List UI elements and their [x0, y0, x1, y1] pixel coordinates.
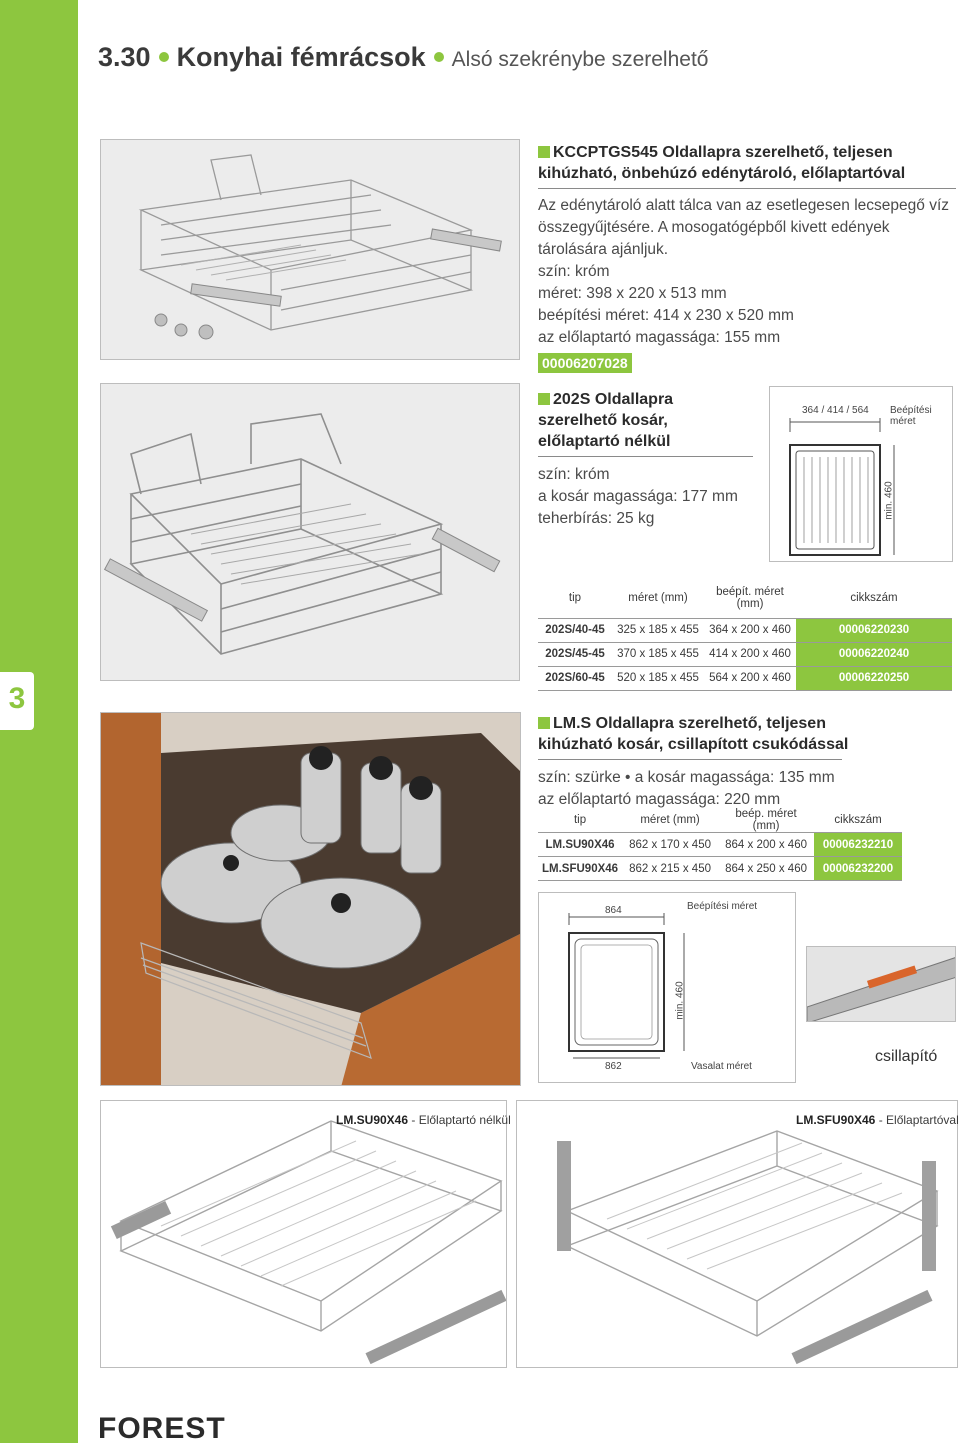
bullet-icon: [159, 52, 169, 62]
damper-image: [806, 946, 956, 1022]
diagram-width-label: 864: [605, 905, 622, 916]
bottom-right-image: [516, 1100, 958, 1368]
diagram-rail-label: Vasalat méret: [691, 1061, 752, 1072]
table-cell: 202S/45-45: [538, 642, 612, 666]
table-row: [538, 857, 902, 881]
green-square-icon: [538, 717, 550, 729]
product1-title-text: KCCPTGS545 Oldallapra szerelhető, teljesen kihúzható, önbehúzó edénytároló, előlaptartóval: [538, 144, 906, 182]
table-cell-code: 00006232200: [814, 857, 902, 881]
diagram-min-label: min. 460: [883, 481, 895, 520]
col-header: méret (mm): [622, 808, 718, 833]
right-caption-code: LM.SFU90X46: [796, 1113, 876, 1127]
product1-size: méret: 398 x 220 x 513 mm: [538, 285, 727, 302]
product3-title: [538, 713, 878, 755]
product2-info: [538, 389, 753, 530]
table-cell: 364 x 200 x 460: [704, 618, 796, 642]
col-header: cikkszám: [814, 808, 902, 833]
basket-without-front-illustration: [101, 1101, 507, 1368]
col-header: tip: [538, 808, 622, 833]
page-title: Konyhai fémrácsok: [176, 42, 426, 72]
product1-install-size: beépítési méret: 414 x 230 x 520 mm: [538, 307, 794, 324]
product3-info: [538, 713, 878, 811]
drawer-basket-illustration: [101, 140, 520, 360]
table-cell: 864 x 200 x 460: [718, 833, 814, 857]
product2-load: teherbírás: 25 kg: [538, 510, 655, 527]
drawer-with-pots-illustration: [101, 713, 521, 1086]
table-cell: LM.SFU90X46: [538, 857, 622, 881]
product1-title: [538, 142, 958, 184]
product3-front-height: az előlaptartó magassága: 220 mm: [538, 791, 781, 808]
table-header-row: [538, 578, 952, 618]
table-cell-code: 00006220230: [796, 618, 952, 642]
product2-color: szín: króm: [538, 466, 610, 483]
col-header: beépít. méret (mm): [704, 578, 796, 618]
damper-rail-illustration: [807, 947, 956, 1022]
table-cell: 864 x 250 x 460: [718, 857, 814, 881]
diagram-min-label: min. 460: [674, 981, 686, 1020]
col-header: beép. méret (mm): [718, 808, 814, 833]
table-cell: LM.SU90X46: [538, 833, 622, 857]
product1-front-height: az előlaptartó magassága: 155 mm: [538, 329, 781, 346]
bullet-icon: [434, 52, 444, 62]
table-cell: 862 x 215 x 450: [622, 857, 718, 881]
divider: [538, 188, 956, 189]
wire-basket-illustration: [101, 384, 520, 681]
divider: [538, 456, 753, 457]
cabinet-outline-drawing: [770, 387, 954, 563]
product2-image: [100, 383, 520, 681]
table-row: [538, 833, 902, 857]
table-row: [538, 642, 952, 666]
diagram-width-label: 364 / 414 / 564: [802, 405, 869, 416]
product1-image: [100, 139, 520, 360]
page-header: [98, 42, 708, 82]
bottom-left-image: [100, 1100, 507, 1368]
table-row: [538, 618, 952, 642]
col-header: méret (mm): [612, 578, 704, 618]
table-cell: 520 x 185 x 455: [612, 666, 704, 690]
damper-label: csillapító: [875, 1048, 938, 1065]
green-square-icon: [538, 146, 550, 158]
diagram-bottom-label: 862: [605, 1061, 622, 1072]
forest-logo: FOREST: [98, 1412, 226, 1443]
right-caption-text: - Előlaptartóval: [875, 1113, 959, 1127]
product2-basket-height: a kosár magassága: 177 mm: [538, 488, 738, 505]
green-square-icon: [538, 393, 550, 405]
col-header: tip: [538, 578, 612, 618]
product3-image: [100, 712, 521, 1086]
table-cell: 862 x 170 x 450: [622, 833, 718, 857]
table-row: [538, 666, 952, 690]
table-header-row: [538, 808, 902, 833]
product1-info: [538, 142, 958, 373]
table-cell: 370 x 185 x 455: [612, 642, 704, 666]
product1-code: 00006207028: [538, 353, 632, 373]
product1-description: Az edénytároló alatt tálca van az esetlegesen lecsepegő víz összegyűjtésére. A mosogatógépből kivett edények tárolására ajánljuk.: [538, 197, 950, 258]
chapter-tab: [0, 672, 34, 730]
col-header: cikkszám: [796, 578, 952, 618]
chapter-number: 3: [8, 682, 26, 715]
table-cell-code: 00006220250: [796, 666, 952, 690]
divider: [538, 759, 842, 760]
diagram-install-label: Beépítési méret: [890, 405, 932, 427]
product3-title-text: LM.S Oldallapra szerelhető, teljesen kihúzható kosár, csillapított csukódással: [538, 715, 849, 753]
product2-diagram: [769, 386, 953, 562]
product2-table: [538, 578, 952, 691]
left-caption-text: - Előlaptartó nélkül: [408, 1113, 511, 1127]
basket-with-front-illustration: [517, 1101, 958, 1368]
product2-title-text: 202S Oldallapra szerelhető kosár, előlaptartó nélkül: [538, 391, 674, 450]
table-cell: 325 x 185 x 455: [612, 618, 704, 642]
table-cell: 202S/40-45: [538, 618, 612, 642]
product3-color-height: szín: szürke • a kosár magassága: 135 mm: [538, 769, 835, 786]
product3-table: [538, 808, 902, 881]
cabinet-outline-drawing: [539, 893, 797, 1084]
page-subtitle: Alsó szekrénybe szerelhető: [451, 48, 709, 71]
table-cell-code: 00006232210: [814, 833, 902, 857]
diagram-install-label: Beépítési méret: [687, 901, 758, 912]
right-caption: [796, 1113, 959, 1127]
product1-color: szín: króm: [538, 263, 610, 280]
left-caption-code: LM.SU90X46: [336, 1113, 409, 1127]
section-number: 3.30: [98, 42, 151, 72]
product3-diagram: [538, 892, 796, 1083]
table-cell: 414 x 200 x 460: [704, 642, 796, 666]
left-caption: [336, 1113, 511, 1127]
table-cell-code: 00006220240: [796, 642, 952, 666]
table-cell: 564 x 200 x 460: [704, 666, 796, 690]
table-cell: 202S/60-45: [538, 666, 612, 690]
product2-title: [538, 389, 753, 452]
